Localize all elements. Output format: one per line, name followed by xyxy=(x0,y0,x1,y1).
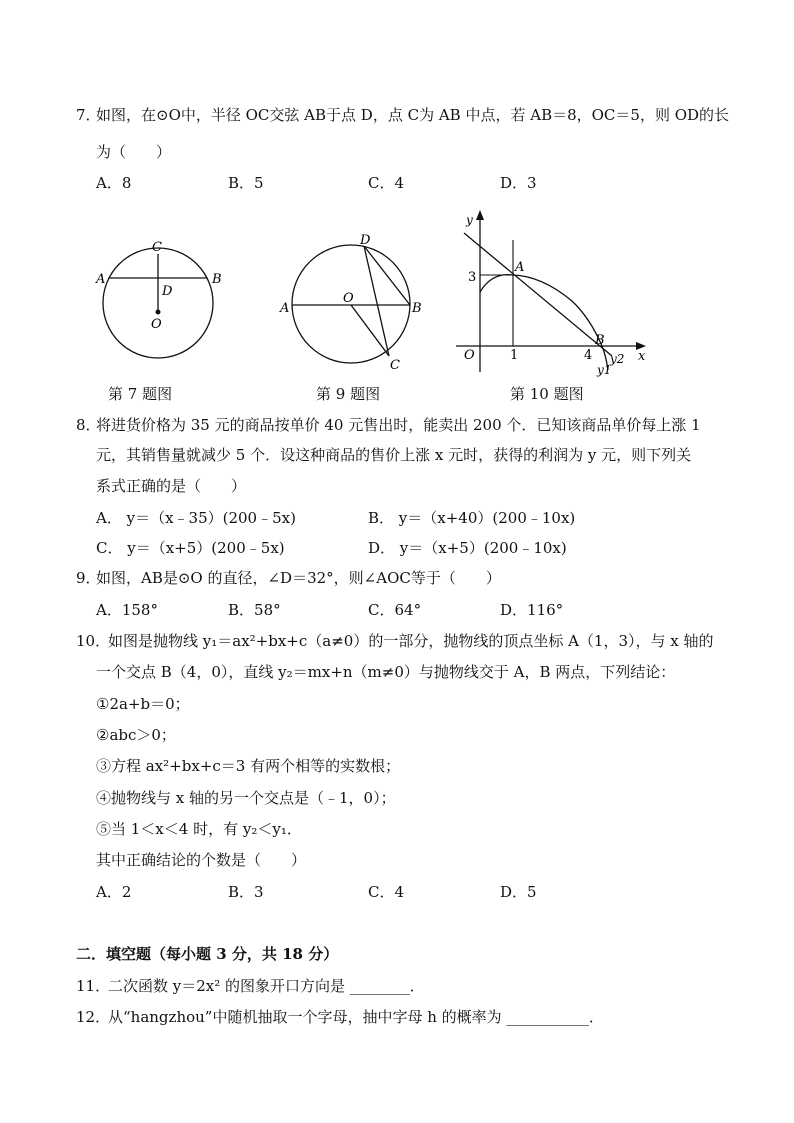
fig7-label-b: B xyxy=(212,272,222,287)
q10-conclusion-5: ⑤当 1＜x＜4 时，有 y₂＜y₁． xyxy=(96,820,302,838)
section2-title: 二．填空题（每小题 3 分，共 18 分） xyxy=(76,945,339,963)
q8-stem-cont2: 系式正确的是（ ） xyxy=(96,477,247,495)
q12-number: 12． xyxy=(76,1008,111,1026)
q9-option-a[interactable]: A．158° xyxy=(96,601,158,619)
q10-option-c[interactable]: C．4 xyxy=(368,883,405,901)
fig10-label-y1: y1 xyxy=(597,363,612,377)
fig7-label-o: O xyxy=(151,317,162,332)
fig7-center-dot xyxy=(156,310,161,315)
fig9-label-a: A xyxy=(280,301,290,316)
fig9-caption: 第 9 题图 xyxy=(316,385,381,403)
q10-conclusion-1: ①2a+b＝0； xyxy=(96,695,190,713)
q8-option-c[interactable]: C． y＝（x+5）(200﹣5x) xyxy=(96,539,285,557)
fig10-label-b: B xyxy=(595,333,605,348)
q10-stem: 如图是抛物线 y₁＝ax²+bx+c（a≠0）的一部分，抛物线的顶点坐标 A（1，3），与 x 轴的 xyxy=(108,632,714,650)
q11-number: 11． xyxy=(76,977,111,995)
q7-stem: 如图，在⊙O中，半径 OC交弦 AB于点 D，点 C为 AB 中点，若 AB＝8，OC＝5，则 OD的长 xyxy=(96,106,730,124)
q8-stem-cont1: 元，其销售量就减少 5 个．设这种商品的售价上涨 x 元时，获得的利润为 y 元，则下列关 xyxy=(96,446,692,464)
q10-stem-cont: 一个交点 B（4，0），直线 y₂＝mx+n（m≠0）与抛物线交于 A，B 两点，下列结论： xyxy=(96,663,676,681)
q10-conclusion-3: ③方程 ax²+bx+c＝3 有两个相等的实数根； xyxy=(96,757,401,775)
fig9-label-b: B xyxy=(412,301,422,316)
fig9-label-o: O xyxy=(343,291,354,306)
fig10-line-y2 xyxy=(464,233,612,356)
q11-stem: 二次函数 y＝2x² 的图象开口方向是 ________． xyxy=(108,977,425,995)
fig7-label-a: A xyxy=(96,272,106,287)
fig7-caption: 第 7 题图 xyxy=(108,385,173,403)
fig10-caption: 第 10 题图 xyxy=(510,385,584,403)
q12-stem: 从“hangzhou”中随机抽取一个字母，抽中字母 h 的概率为 ___________． xyxy=(108,1008,604,1026)
q9-option-c[interactable]: C．64° xyxy=(368,601,422,619)
fig10-label-a: A xyxy=(515,260,525,275)
q8-option-b[interactable]: B． y＝（x+40）(200﹣10x) xyxy=(368,509,576,527)
q7-stem-cont: 为（ ） xyxy=(96,143,172,161)
q10-option-a[interactable]: A．2 xyxy=(96,883,132,901)
fig10-tick-3: 3 xyxy=(468,270,477,285)
q9-number: 9． xyxy=(76,569,101,587)
q10-option-d[interactable]: D．5 xyxy=(500,883,537,901)
figure-7 xyxy=(90,232,230,377)
fig10-label-y2: y2 xyxy=(610,352,625,366)
q9-stem: 如图，AB是⊙O 的直径，∠D＝32°，则∠AOC等于（ ） xyxy=(96,569,501,587)
q8-option-d[interactable]: D． y＝（x+5）(200﹣10x) xyxy=(368,539,567,557)
q8-option-a[interactable]: A． y＝（x﹣35）(200﹣5x) xyxy=(96,509,296,527)
q8-stem: 将进货价格为 35 元的商品按单价 40 元售出时，能卖出 200 个．已知该商品单价每上涨 1 xyxy=(96,416,701,434)
fig10-y-arrow xyxy=(476,210,484,220)
fig7-label-d: D xyxy=(162,284,173,299)
fig9-label-c: C xyxy=(390,358,400,373)
figure-9 xyxy=(276,232,436,377)
fig10-label-o: O xyxy=(464,348,475,363)
fig10-tick-1: 1 xyxy=(510,348,519,363)
fig10-label-y: y xyxy=(466,213,473,227)
q8-number: 8． xyxy=(76,416,101,434)
q10-conclusion-4: ④抛物线与 x 轴的另一个交点是（﹣1，0）； xyxy=(96,789,396,807)
q10-tail: 其中正确结论的个数是（ ） xyxy=(96,851,307,869)
fig10-label-x: x xyxy=(638,349,646,364)
q7-number: 7． xyxy=(76,106,101,124)
q7-option-b[interactable]: B．5 xyxy=(228,174,264,192)
fig7-label-c: C xyxy=(152,240,162,255)
fig9-label-d: D xyxy=(360,233,371,248)
q10-option-b[interactable]: B．3 xyxy=(228,883,264,901)
q10-number: 10． xyxy=(76,632,111,650)
q7-option-d[interactable]: D．3 xyxy=(500,174,537,192)
q10-conclusion-2: ②abc＞0； xyxy=(96,726,176,744)
q9-option-d[interactable]: D．116° xyxy=(500,601,564,619)
q7-option-c[interactable]: C．4 xyxy=(368,174,405,192)
fig10-tick-4: 4 xyxy=(584,348,593,363)
figure-10 xyxy=(452,206,658,378)
q9-option-b[interactable]: B．58° xyxy=(228,601,281,619)
q7-option-a[interactable]: A．8 xyxy=(96,174,132,192)
